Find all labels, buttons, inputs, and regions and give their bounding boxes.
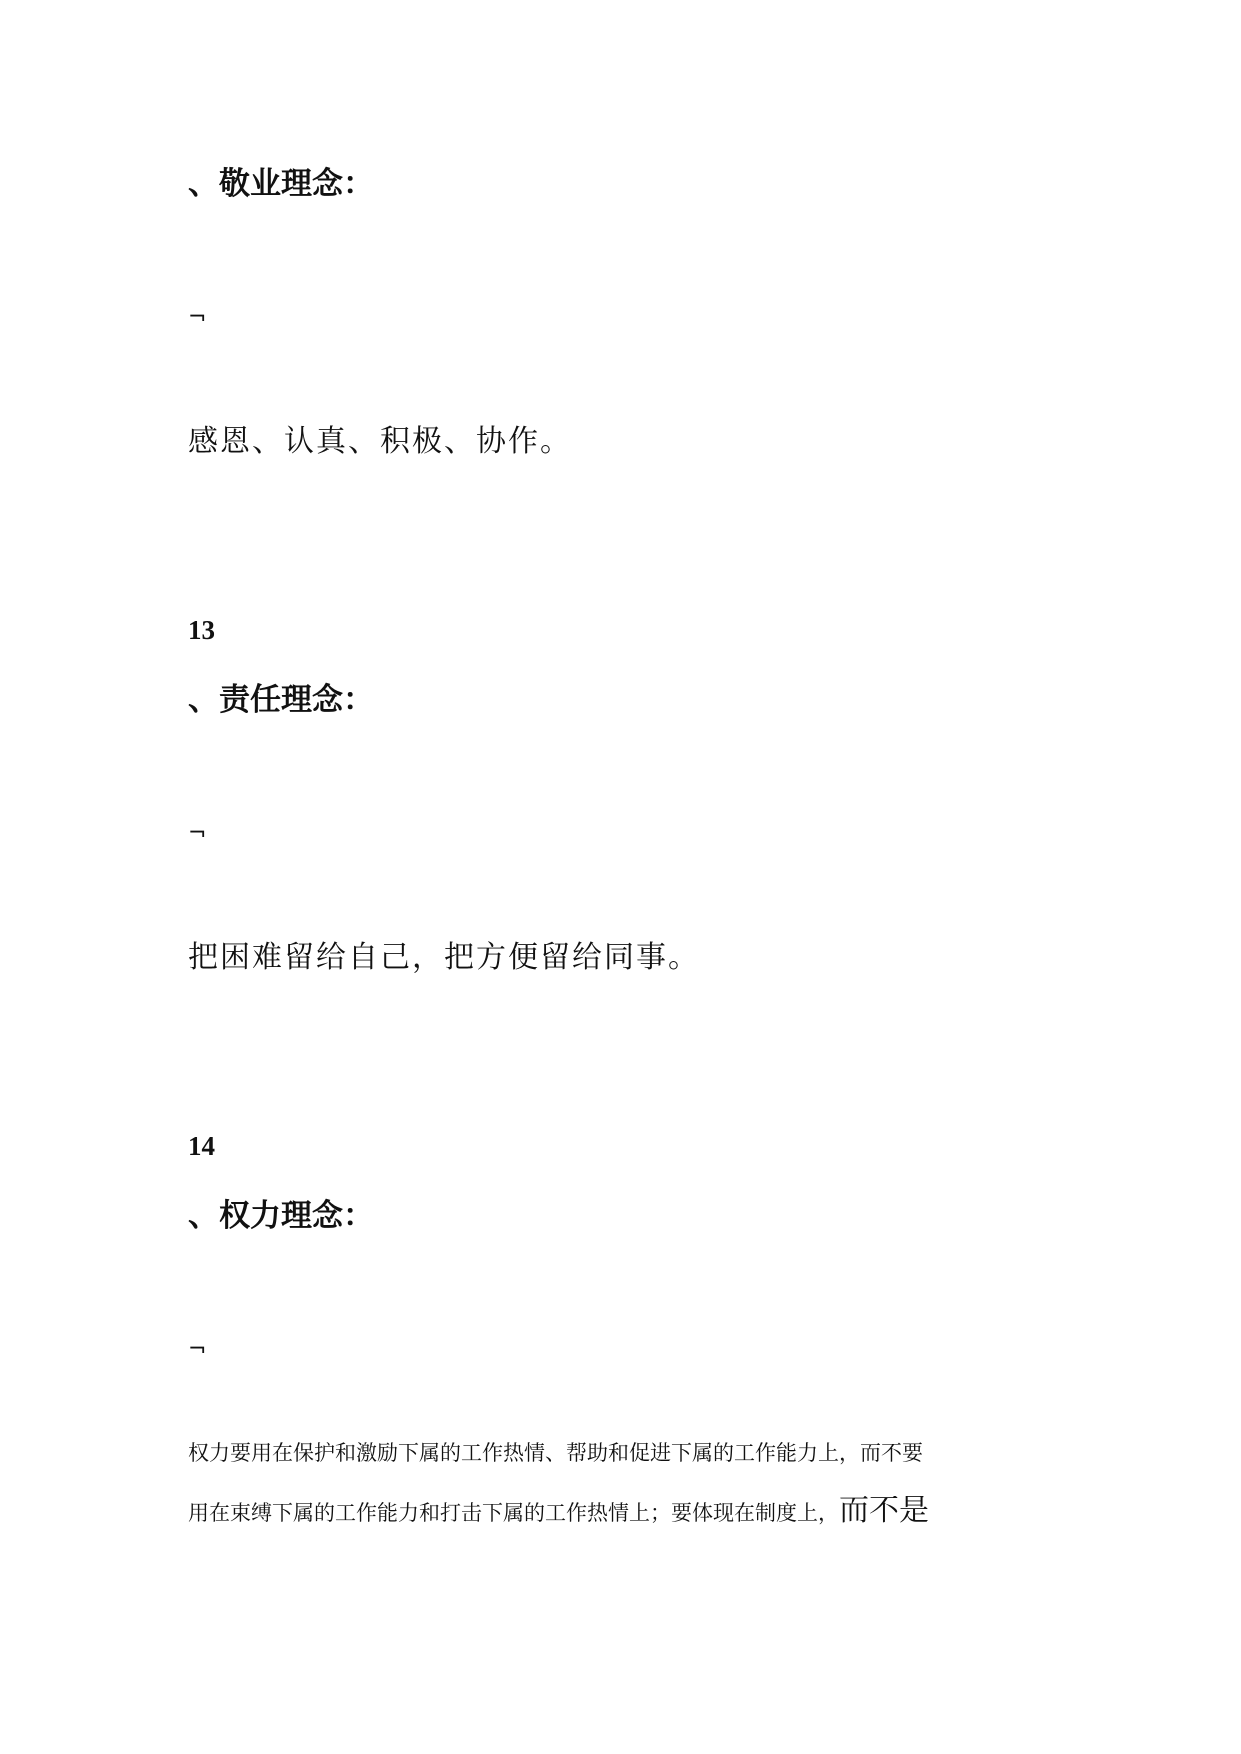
section-number: 13 (188, 615, 215, 645)
bullet-marker: ¬ (188, 1337, 207, 1362)
authority-line2-small: 用在束缚下属的工作能力和打击下属的工作热情上；要体现在制度上， (188, 1501, 839, 1525)
section-body-work-ethic: 感恩、认真、积极、协作。 (188, 424, 572, 459)
section-heading-authority: 、权力理念： (188, 1198, 374, 1234)
section-body-authority-line1: 权力要用在保护和激励下属的工作热情、帮助和促进下属的工作能力上，而不要 (188, 1441, 923, 1465)
section-heading-work-ethic: 、敬业理念： (188, 166, 374, 202)
section-body-authority-line2 (188, 1496, 1048, 1528)
authority-line2-large: 而不是 (839, 1496, 929, 1528)
bullet-marker: ¬ (188, 305, 207, 330)
bullet-marker: ¬ (188, 821, 207, 846)
section-body-responsibility: 把困难留给自己，把方便留给同事。 (188, 940, 700, 975)
section-heading-responsibility: 、责任理念： (188, 682, 374, 718)
section-number: 14 (188, 1131, 215, 1161)
